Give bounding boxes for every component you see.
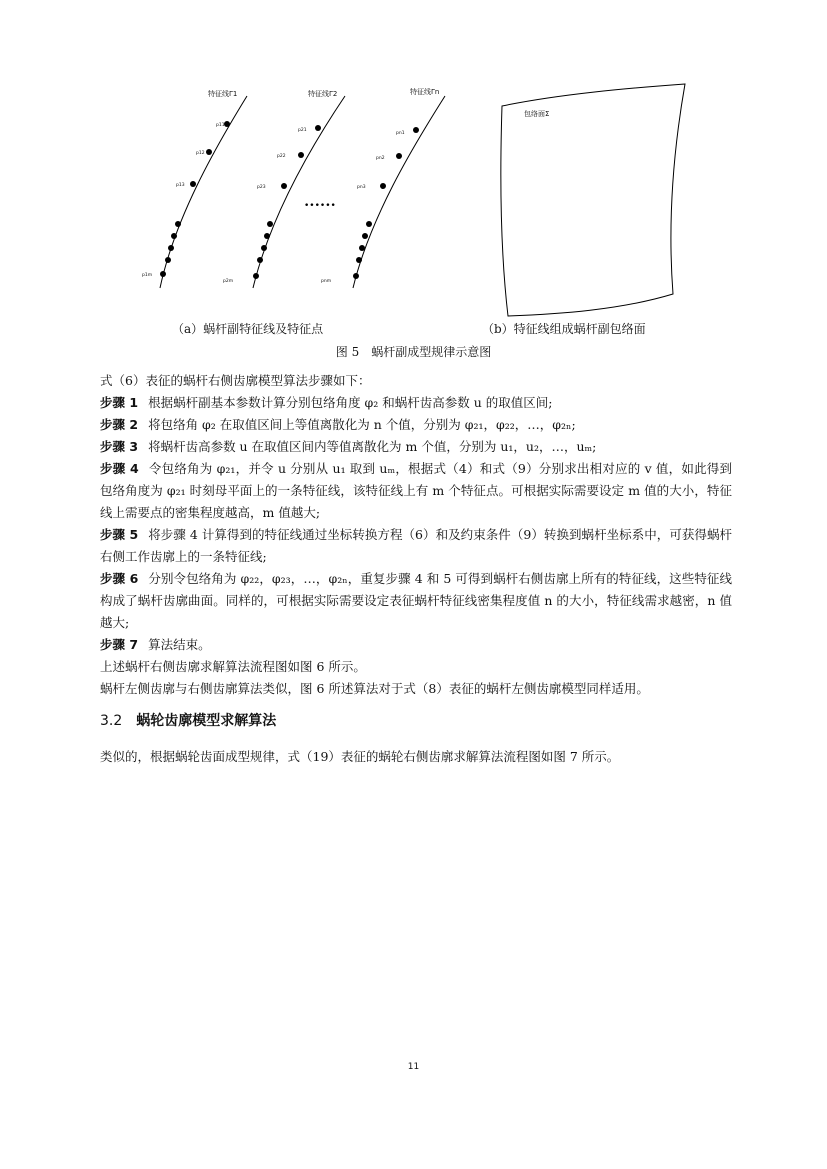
- point-label: p23: [257, 185, 266, 190]
- feature-line-n: [353, 96, 445, 288]
- step-2: [100, 414, 732, 436]
- step-1: [100, 392, 732, 414]
- point-label: p12: [196, 151, 205, 156]
- figure-caption: 图 5 蜗杆副成型规律示意图: [335, 345, 492, 359]
- figure-5: [120, 78, 710, 340]
- step-7: [100, 634, 732, 656]
- page-number: 11: [407, 1062, 420, 1072]
- step-label: 步骤 1: [100, 395, 139, 410]
- line-1-title: 特征线Γ1: [208, 90, 238, 98]
- step-label: 步骤 3: [100, 439, 139, 454]
- step-4: [100, 458, 732, 524]
- point-label: p11: [216, 123, 225, 128]
- step-text: 令包络角为 φ₂₁，并令 u 分别从 u₁ 取到 uₘ，根据式（4）和式（9）分别求出相对应的 v 值，如此得到包络角度为 φ₂₁ 时刻母平面上的一条特征线，该特征线上有 m 个特征点。可根据实际需要设定 m 值的大小，特征线上需要点的密集程度越高，m 值越大;: [100, 461, 733, 520]
- point-label: p21: [298, 128, 307, 133]
- surface-label: 包络面Σ: [524, 110, 550, 118]
- step-text: 将步骤 4 计算得到的特征线通过坐标转换方程（6）和及约束条件（9）转换到蜗杆坐标系中，可获得蜗杆右侧工作齿廓上的一条特征线;: [100, 527, 732, 564]
- left-profile-paragraph: 蜗杆左侧齿廓与右侧齿廓算法类似，图 6 所述算法对于式（8）表征的蜗杆左侧齿廓模型同样适用。: [100, 681, 649, 696]
- step-text: 将包络角 φ₂ 在取值区间上等值离散化为 n 个值，分别为 φ₂₁，φ₂₂，…，φ₂ₙ;: [148, 417, 576, 432]
- body-text: [100, 370, 732, 700]
- line-n-points: [353, 127, 419, 279]
- step-label: 步骤 7: [100, 637, 139, 652]
- point-label: pn1: [396, 131, 405, 136]
- subcaption-a: （a）蜗杆副特征线及特征点: [172, 322, 324, 336]
- section-number: 3.2: [100, 713, 123, 729]
- ellipsis-dots: ••••••: [304, 201, 336, 211]
- step-text: 将蜗杆齿高参数 u 在取值区间内等值离散化为 m 个值，分别为 u₁，u₂，…，uₘ;: [148, 439, 597, 454]
- section-heading: [100, 710, 276, 730]
- point-label: pn2: [376, 156, 385, 161]
- figure-5-drawing: [120, 78, 710, 340]
- step-label: 步骤 4: [100, 461, 139, 476]
- step-label: 步骤 2: [100, 417, 139, 432]
- feature-line-2: [253, 96, 345, 288]
- flow-paragraph: 上述蜗杆右侧齿廓求解算法流程图如图 6 所示。: [100, 659, 366, 674]
- section-title: 蜗轮齿廓模型求解算法: [136, 713, 277, 729]
- line-n-title: 特征线Γn: [410, 88, 440, 96]
- envelope-surface: [501, 84, 685, 316]
- point-label: pnm: [321, 279, 332, 284]
- line-2-title: 特征线Γ2: [308, 90, 338, 98]
- line-1-points: [160, 121, 230, 277]
- step-text: 根据蜗杆副基本参数计算分别包络角度 φ₂ 和蜗杆齿高参数 u 的取值区间;: [148, 395, 553, 410]
- step-text: 算法结束。: [148, 637, 211, 652]
- feature-line-1: [160, 96, 247, 288]
- step-label: 步骤 6: [100, 571, 139, 586]
- step-3: [100, 436, 732, 458]
- step-6: [100, 568, 732, 634]
- point-label: p1m: [142, 273, 153, 278]
- subcaption-b: （b）特征线组成蜗杆副包络面: [482, 322, 646, 336]
- point-label: p2m: [223, 279, 234, 284]
- intro-paragraph: 式（6）表征的蜗杆右侧齿廓模型算法步骤如下：: [100, 373, 371, 388]
- point-label: pn3: [357, 185, 366, 190]
- step-text: 分别令包络角为 φ₂₂，φ₂₃，…，φ₂ₙ，重复步骤 4 和 5 可得到蜗杆右侧齿廓上所有的特征线，这些特征线构成了蜗杆齿廓曲面。同样的，可根据实际需要设定表征蜗杆特征线密集程度值 n 的大小，特征线需求越密，n 值越大;: [100, 571, 732, 630]
- section-paragraph: 类似的，根据蜗轮齿面成型规律，式（19）表征的蜗轮右侧齿廓求解算法流程图如图 7 所示。: [100, 749, 620, 764]
- point-label: p22: [277, 154, 286, 159]
- step-5: [100, 524, 732, 568]
- step-label: 步骤 5: [100, 527, 139, 542]
- point-label: p13: [176, 183, 185, 188]
